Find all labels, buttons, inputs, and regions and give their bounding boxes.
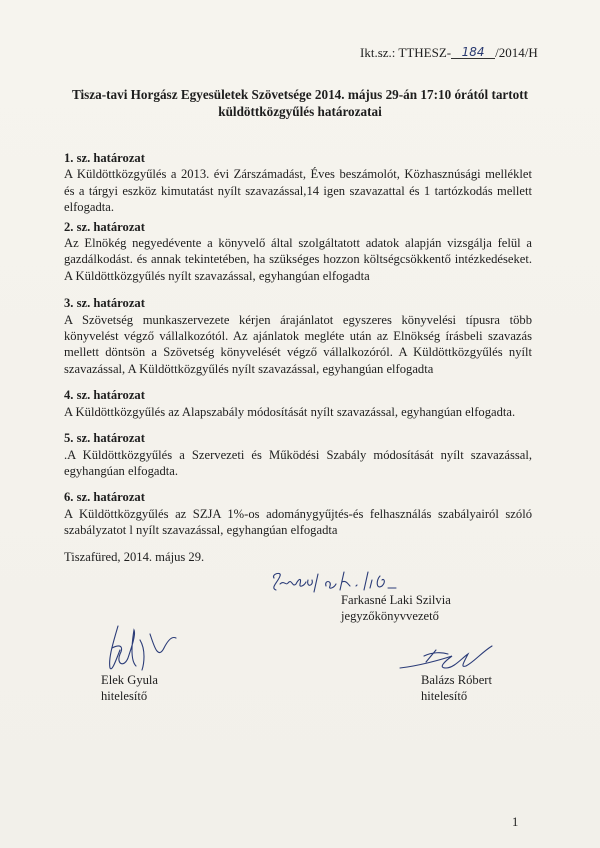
resolution-heading: 2. sz. határozat bbox=[64, 219, 145, 234]
resolution-text: Az Elnökég negyedévente a könyvelő által szolgáltatott adatok alapján vizsgálja felül a gazdálkodást. és annak tekintetében, ha szükséges hozzon költségcsökkentő intézkedéseket. A Küldöttközgyűlés nyílt szavazással, egyhangúan elfogadta bbox=[64, 236, 532, 283]
authenticator-right-name: Balázs Róbert bbox=[421, 673, 492, 687]
resolution-heading: 1. sz. határozat bbox=[64, 151, 145, 165]
resolution-text: A Küldöttközgyűlés a 2013. évi Zárszámadást, Éves beszámolót, Közhasznúsági melléklet és a tárgyi eszköz kimutatást nyílt szavazással,14 igen szavazattal és 1 tartózkodás mellett elfogadta. bbox=[64, 167, 532, 215]
document-title bbox=[60, 86, 540, 120]
handwritten-registration-number: 184 bbox=[451, 46, 495, 59]
resolution-text: A Küldöttközgyűlés az Alapszabály módosítását nyílt szavazással, egyhangúan elfogadta. bbox=[64, 404, 516, 419]
registration-prefix: Ikt.sz.: TTHESZ- bbox=[360, 45, 452, 60]
resolution-6 bbox=[64, 489, 532, 538]
resolution-heading: 3. sz. határozat bbox=[64, 296, 145, 311]
resolution-heading: 5. sz. határozat bbox=[64, 431, 145, 446]
resolution-text: A Szövetség munkaszervezete kérjen árajánlatot egyszeres könyvelési típusra több könyvelést végző vállalkozótól. Az ajánlatok megléte után az Elnökség írásbeli szavazás mellett döntsön a Szövetség könyvelését végző vállalkozóról. A Küldöttközgyűlés nyílt szavazással, A Küldöttközgyűlés nyílt szavazással, egyhangúan elfogadta bbox=[64, 312, 532, 376]
authenticator-right-signature bbox=[396, 642, 500, 676]
recorder-block bbox=[341, 592, 451, 624]
resolution-3 bbox=[64, 295, 532, 377]
place-and-date: Tiszafüred, 2014. május 29. bbox=[64, 549, 205, 564]
resolution-5 bbox=[64, 430, 532, 479]
resolution-4 bbox=[64, 387, 532, 420]
title-line-2: küldöttközgyűlés határozatai bbox=[218, 104, 382, 119]
authenticator-left-signature bbox=[94, 620, 184, 676]
authenticator-right-block bbox=[421, 672, 492, 704]
resolution-text: .A Küldöttközgyűlés a Szervezeti és Működési Szabály módosítását nyílt szavazással, egyhangúan elfogadta. bbox=[64, 447, 532, 478]
resolution-1 bbox=[64, 150, 532, 216]
authenticator-right-role: hitelesítő bbox=[421, 689, 468, 703]
resolution-heading: 4. sz. határozat bbox=[64, 388, 145, 403]
recorder-role: jegyzőkönyvvezető bbox=[341, 609, 439, 623]
authenticator-left-name: Elek Gyula bbox=[101, 673, 159, 687]
resolution-text: A Küldöttközgyűlés az SZJA 1%-os adománygyűjtés-és felhasználás szabályairól szóló szabályzatot l nyílt szavazással, egyhangúan elfogadta bbox=[64, 506, 532, 538]
page-number: 1 bbox=[512, 815, 519, 829]
resolution-2 bbox=[64, 219, 532, 285]
registration-number bbox=[360, 45, 538, 61]
resolutions-body bbox=[64, 150, 532, 565]
recorder-name: Farkasné Laki Szilvia bbox=[341, 593, 451, 607]
registration-suffix: /2014/H bbox=[495, 45, 538, 60]
authenticator-left-role: hitelesítő bbox=[101, 689, 148, 703]
resolution-heading: 6. sz. határozat bbox=[64, 490, 145, 505]
title-line-1: Tisza-tavi Horgász Egyesületek Szövetsége 2014. május 29-án 17:10 órától tartott bbox=[71, 87, 529, 102]
authenticator-left-block bbox=[101, 672, 158, 704]
